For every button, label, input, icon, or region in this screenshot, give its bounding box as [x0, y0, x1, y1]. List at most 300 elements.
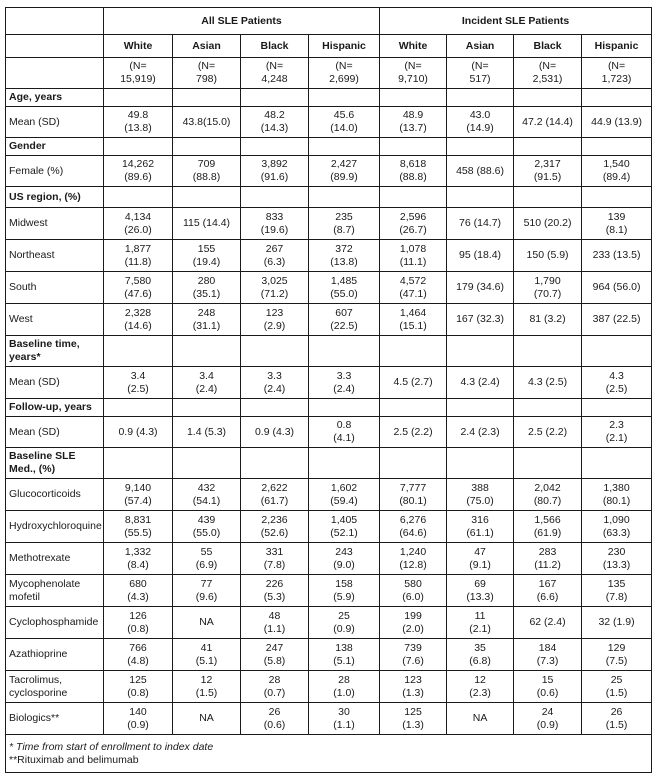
value-cell — [447, 703, 514, 735]
sample-size-text: 1,723) — [601, 73, 632, 85]
sample-size-text: (N= — [197, 60, 216, 72]
value-text: (80.1) — [602, 494, 631, 507]
value-text: (0.9) — [536, 718, 559, 731]
value-text: (9.6) — [195, 590, 218, 603]
value-text: 76 (14.7) — [459, 217, 502, 229]
table-row — [6, 479, 652, 511]
value-cell — [582, 543, 652, 575]
value-cell — [173, 156, 241, 187]
value-cell — [514, 367, 582, 399]
empty-cell — [514, 399, 582, 417]
value-text: (2.4) — [333, 382, 355, 395]
empty-cell — [380, 138, 447, 156]
value-text: (57.4) — [124, 494, 152, 507]
value-text: 2,427 — [330, 158, 358, 170]
value-text: (52.1) — [330, 526, 358, 539]
value-text: (31.1) — [192, 319, 221, 332]
value-cell — [173, 479, 241, 511]
value-text: 47.2 (14.4) — [522, 115, 573, 128]
value-cell — [514, 639, 582, 671]
value-text: 230 — [607, 545, 626, 558]
value-cell — [104, 208, 173, 240]
value-text: 9,140 — [124, 481, 152, 494]
value-text: (61.9) — [533, 526, 562, 539]
value-text: 3.3 — [267, 369, 282, 382]
value-cell — [173, 543, 241, 575]
row-label: Mean (SD) — [6, 417, 104, 448]
section-header-row — [6, 336, 652, 367]
table-row — [6, 107, 652, 138]
value-text: (61.7) — [260, 494, 289, 507]
value-cell — [582, 479, 652, 511]
value-text: (2.1) — [605, 432, 628, 444]
empty-cell — [380, 336, 447, 367]
row-label: Hydroxychloroquine — [6, 511, 104, 543]
value-text: (5.8) — [263, 654, 286, 667]
value-text: (2.1) — [469, 622, 491, 635]
value-text: (8.4) — [127, 558, 149, 571]
footnote-row — [6, 735, 652, 773]
sample-size-cell — [582, 58, 652, 89]
value-cell — [514, 671, 582, 703]
value-text: 2.5 (2.2) — [527, 425, 568, 438]
value-text: 1,877 — [124, 242, 152, 255]
sample-size-row — [6, 58, 652, 89]
value-text: (88.8) — [192, 171, 221, 183]
value-text: (6.0) — [402, 590, 424, 603]
table-row — [6, 639, 652, 671]
value-cell — [447, 156, 514, 187]
empty-cell — [104, 89, 173, 107]
empty-cell — [582, 336, 652, 367]
empty-cell — [447, 448, 514, 479]
value-cell — [173, 208, 241, 240]
value-text: 739 — [404, 641, 422, 654]
section-title: Baseline SLE Med., (%) — [6, 448, 104, 479]
value-text: (1.5) — [195, 686, 218, 699]
footnote-biologics: **Rituximab and belimumab — [9, 753, 139, 766]
value-text: 4.3 (2.5) — [527, 376, 568, 388]
sample-size-cell — [104, 58, 173, 89]
value-text: (2.5) — [605, 382, 628, 395]
empty-cell — [104, 399, 173, 417]
value-text: (89.9) — [330, 171, 358, 183]
value-text: 2,236 — [261, 513, 288, 526]
table-body — [6, 8, 652, 773]
value-text: 11 — [474, 609, 486, 622]
value-cell — [514, 304, 582, 336]
empty-header-cell — [6, 35, 104, 58]
empty-label-cell — [6, 58, 104, 89]
empty-cell — [447, 187, 514, 208]
value-text: (2.0) — [402, 622, 424, 635]
value-text: 233 (13.5) — [592, 249, 641, 261]
value-text: 24 — [541, 705, 554, 718]
value-text: (13.7) — [399, 122, 427, 134]
value-cell — [447, 304, 514, 336]
value-text: (0.6) — [536, 686, 559, 699]
table-row — [6, 272, 652, 304]
value-text: 35 — [474, 641, 486, 654]
empty-cell — [514, 336, 582, 367]
value-cell — [309, 272, 380, 304]
value-cell — [582, 367, 652, 399]
value-text: 8,831 — [124, 513, 152, 526]
value-text: (8.1) — [605, 223, 628, 236]
empty-cell — [582, 448, 652, 479]
value-text: 179 (34.6) — [456, 281, 504, 293]
value-text: (2.4) — [195, 382, 218, 395]
table-row — [6, 543, 652, 575]
value-text: (55.5) — [124, 526, 152, 539]
row-label: Azathioprine — [6, 639, 104, 671]
value-cell — [309, 156, 380, 187]
empty-cell — [582, 187, 652, 208]
value-text: 48 — [268, 609, 281, 622]
value-text: 184 — [538, 641, 557, 654]
value-cell — [582, 671, 652, 703]
value-text: NA — [472, 712, 488, 724]
table-row — [6, 607, 652, 639]
table-row — [6, 156, 652, 187]
value-cell — [380, 479, 447, 511]
value-cell — [380, 417, 447, 448]
value-text: 3,025 — [261, 274, 288, 287]
table-row — [6, 367, 652, 399]
value-cell — [514, 543, 582, 575]
value-cell — [447, 479, 514, 511]
value-text: 458 (88.6) — [456, 164, 504, 177]
value-cell — [241, 543, 309, 575]
value-text: (55.0) — [192, 526, 221, 539]
sample-size-cell — [514, 58, 582, 89]
value-text: 607 — [335, 306, 353, 319]
value-cell — [514, 272, 582, 304]
value-text: 2,042 — [534, 481, 561, 494]
value-text: 1,790 — [534, 274, 561, 287]
value-text: 4,572 — [399, 274, 427, 287]
value-text: (80.1) — [399, 494, 427, 507]
empty-cell — [447, 399, 514, 417]
sample-size-text: (N= — [471, 60, 489, 72]
value-text: (7.8) — [605, 590, 628, 603]
value-cell — [104, 607, 173, 639]
value-text: (13.8) — [124, 122, 152, 134]
value-text: (7.8) — [263, 558, 286, 571]
value-cell — [104, 671, 173, 703]
ethnicity-header-black: Black — [514, 35, 582, 58]
value-text: (19.6) — [260, 223, 289, 236]
value-cell — [104, 417, 173, 448]
value-cell — [380, 575, 447, 607]
value-cell — [380, 703, 447, 735]
value-text: (55.0) — [330, 287, 358, 300]
empty-cell — [309, 89, 380, 107]
section-title: Age, years — [6, 89, 104, 107]
empty-cell — [380, 187, 447, 208]
empty-cell — [241, 138, 309, 156]
value-cell — [173, 272, 241, 304]
value-text: 3.3 — [336, 369, 352, 382]
value-text: (26.7) — [399, 223, 427, 236]
sample-size-text: (N= — [607, 60, 626, 72]
value-cell — [173, 639, 241, 671]
value-text: (11.1) — [399, 255, 427, 268]
value-text: 123 — [265, 306, 284, 319]
section-title: Baseline time, years* — [6, 336, 104, 367]
sample-size-text: 9,710) — [398, 73, 428, 85]
value-text: 1,332 — [124, 545, 152, 558]
sample-size-text: (N= — [404, 60, 422, 72]
value-cell — [514, 479, 582, 511]
value-text: (59.4) — [330, 494, 358, 507]
value-text: 115 (14.4) — [182, 217, 231, 229]
value-text: 2,596 — [399, 210, 427, 223]
value-text: 28 — [268, 673, 281, 686]
ethnicity-header-row — [6, 35, 652, 58]
value-text: (14.9) — [466, 122, 494, 134]
value-text: 387 (22.5) — [592, 313, 641, 325]
value-text: (47.6) — [124, 287, 152, 300]
value-text: (0.9) — [127, 718, 149, 731]
value-cell — [104, 479, 173, 511]
row-label: Cyclophosphamide — [6, 607, 104, 639]
value-text: 280 — [197, 274, 216, 287]
empty-cell — [380, 448, 447, 479]
value-cell — [241, 703, 309, 735]
value-text: 0.8 — [336, 419, 352, 431]
value-text: (70.7) — [533, 287, 562, 300]
ethnicity-header-hispanic: Hispanic — [582, 35, 652, 58]
value-text: (88.8) — [399, 171, 427, 183]
section-header-row — [6, 399, 652, 417]
table-row — [6, 304, 652, 336]
value-text: (2.5) — [127, 382, 149, 395]
section-header-row — [6, 187, 652, 208]
value-cell — [447, 417, 514, 448]
value-text: 158 — [335, 577, 353, 590]
value-text: 167 (32.3) — [456, 313, 504, 325]
row-label: Glucocorticoids — [6, 479, 104, 511]
value-text: (89.6) — [124, 171, 152, 183]
value-cell — [447, 607, 514, 639]
value-text: 77 — [200, 577, 213, 590]
value-text: (5.3) — [263, 590, 286, 603]
value-text: (4.3) — [127, 590, 149, 603]
value-text: (6.6) — [536, 590, 559, 603]
empty-cell — [241, 399, 309, 417]
value-text: (52.6) — [260, 526, 289, 539]
empty-cell — [514, 448, 582, 479]
empty-cell — [447, 138, 514, 156]
value-cell — [241, 240, 309, 272]
group-header-row — [6, 8, 652, 35]
value-text: (9.1) — [469, 558, 491, 571]
value-text: 55 — [200, 545, 213, 558]
value-text: 32 (1.9) — [598, 616, 635, 628]
value-cell — [309, 511, 380, 543]
value-text: (0.7) — [263, 686, 286, 699]
value-cell — [104, 511, 173, 543]
value-cell — [447, 107, 514, 138]
section-header-row — [6, 448, 652, 479]
ethnicity-header-black: Black — [241, 35, 309, 58]
row-label: Mycophenolate mofetil — [6, 575, 104, 607]
value-cell — [380, 208, 447, 240]
value-text: (13.3) — [466, 590, 494, 603]
value-cell — [380, 156, 447, 187]
value-cell — [514, 156, 582, 187]
sample-size-text: (N= — [335, 60, 353, 72]
empty-cell — [173, 399, 241, 417]
value-cell — [173, 607, 241, 639]
empty-corner-cell — [6, 8, 104, 35]
value-text: 26 — [268, 705, 281, 718]
value-cell — [173, 107, 241, 138]
value-cell — [104, 156, 173, 187]
value-text: (35.1) — [192, 287, 221, 300]
ethnicity-header-white: White — [380, 35, 447, 58]
value-cell — [514, 240, 582, 272]
empty-cell — [241, 187, 309, 208]
table-row — [6, 671, 652, 703]
sample-size-cell — [309, 58, 380, 89]
value-text: (0.8) — [127, 622, 149, 635]
value-cell — [104, 703, 173, 735]
value-text: (64.6) — [399, 526, 427, 539]
value-cell — [241, 575, 309, 607]
value-cell — [173, 703, 241, 735]
value-cell — [582, 240, 652, 272]
value-text: 331 — [265, 545, 284, 558]
value-cell — [104, 304, 173, 336]
value-text: (2.9) — [263, 319, 286, 332]
value-cell — [582, 575, 652, 607]
value-text: 0.9 (4.3) — [254, 425, 295, 438]
value-text: 49.8 — [127, 109, 149, 121]
value-text: 25 — [338, 609, 350, 622]
value-text: (26.0) — [124, 223, 152, 236]
value-text: (80.7) — [533, 494, 562, 507]
value-cell — [309, 543, 380, 575]
value-cell — [582, 208, 652, 240]
table-row — [6, 208, 652, 240]
value-cell — [514, 107, 582, 138]
value-text: 1,405 — [330, 513, 358, 526]
row-label: Mean (SD) — [6, 367, 104, 399]
value-text: 7,580 — [124, 274, 152, 287]
value-cell — [309, 607, 380, 639]
empty-cell — [514, 138, 582, 156]
row-label: Female (%) — [6, 156, 104, 187]
value-text: 3,892 — [261, 158, 288, 170]
value-text: 123 — [404, 673, 422, 686]
value-text: (0.8) — [127, 686, 149, 699]
sample-size-text: 798) — [195, 73, 217, 85]
value-cell — [173, 575, 241, 607]
value-text: 139 — [607, 210, 626, 223]
value-text: 167 — [538, 577, 557, 590]
value-text: 1,078 — [399, 242, 427, 255]
empty-cell — [447, 89, 514, 107]
empty-cell — [173, 336, 241, 367]
group-header-incident-sle: Incident SLE Patients — [380, 8, 652, 35]
value-text: 129 — [607, 641, 626, 654]
value-cell — [241, 479, 309, 511]
value-cell — [582, 156, 652, 187]
value-text: 126 — [129, 609, 147, 622]
value-text: (54.1) — [192, 494, 221, 507]
value-cell — [514, 417, 582, 448]
value-text: (15.1) — [399, 319, 427, 332]
row-label: Midwest — [6, 208, 104, 240]
value-cell — [173, 671, 241, 703]
value-text: 1,090 — [603, 513, 630, 526]
value-cell — [241, 304, 309, 336]
section-header-row — [6, 138, 652, 156]
value-text: 1,602 — [330, 481, 358, 494]
page-edge-line — [5, 735, 6, 741]
ethnicity-header-asian: Asian — [447, 35, 514, 58]
value-text: 2.5 (2.2) — [393, 425, 433, 438]
value-cell — [241, 417, 309, 448]
value-text: (14.0) — [330, 122, 358, 134]
value-text: 12 — [200, 673, 213, 686]
value-cell — [380, 304, 447, 336]
value-text: 388 — [471, 481, 489, 494]
value-cell — [241, 671, 309, 703]
empty-cell — [309, 138, 380, 156]
value-cell — [582, 272, 652, 304]
value-text: 95 (18.4) — [459, 249, 502, 261]
value-cell — [309, 703, 380, 735]
value-text: 41 — [200, 641, 213, 654]
value-cell — [241, 208, 309, 240]
sample-size-cell — [447, 58, 514, 89]
value-cell — [380, 240, 447, 272]
value-text: 30 — [338, 705, 350, 718]
value-text: (2.3) — [469, 686, 491, 699]
value-cell — [582, 607, 652, 639]
value-cell — [309, 639, 380, 671]
value-text: 150 (5.9) — [526, 249, 569, 261]
value-cell — [582, 511, 652, 543]
value-text: 709 — [197, 158, 216, 170]
value-cell — [514, 208, 582, 240]
value-cell — [173, 240, 241, 272]
value-text: 3.4 — [199, 369, 214, 382]
value-cell — [380, 272, 447, 304]
value-cell — [104, 272, 173, 304]
empty-cell — [309, 336, 380, 367]
value-cell — [241, 511, 309, 543]
value-cell — [104, 575, 173, 607]
value-text: 43.8(15.0) — [182, 115, 231, 128]
value-text: (9.0) — [333, 558, 355, 571]
value-cell — [380, 367, 447, 399]
sample-size-text: (N= — [129, 60, 147, 72]
value-text: 69 — [474, 577, 486, 590]
value-cell — [309, 367, 380, 399]
value-cell — [582, 417, 652, 448]
value-text: 7,777 — [399, 481, 427, 494]
value-cell — [380, 511, 447, 543]
value-text: 372 — [335, 242, 353, 255]
empty-cell — [309, 399, 380, 417]
value-text: (13.3) — [602, 558, 631, 571]
empty-cell — [241, 89, 309, 107]
value-text: 4.5 (2.7) — [393, 376, 433, 388]
